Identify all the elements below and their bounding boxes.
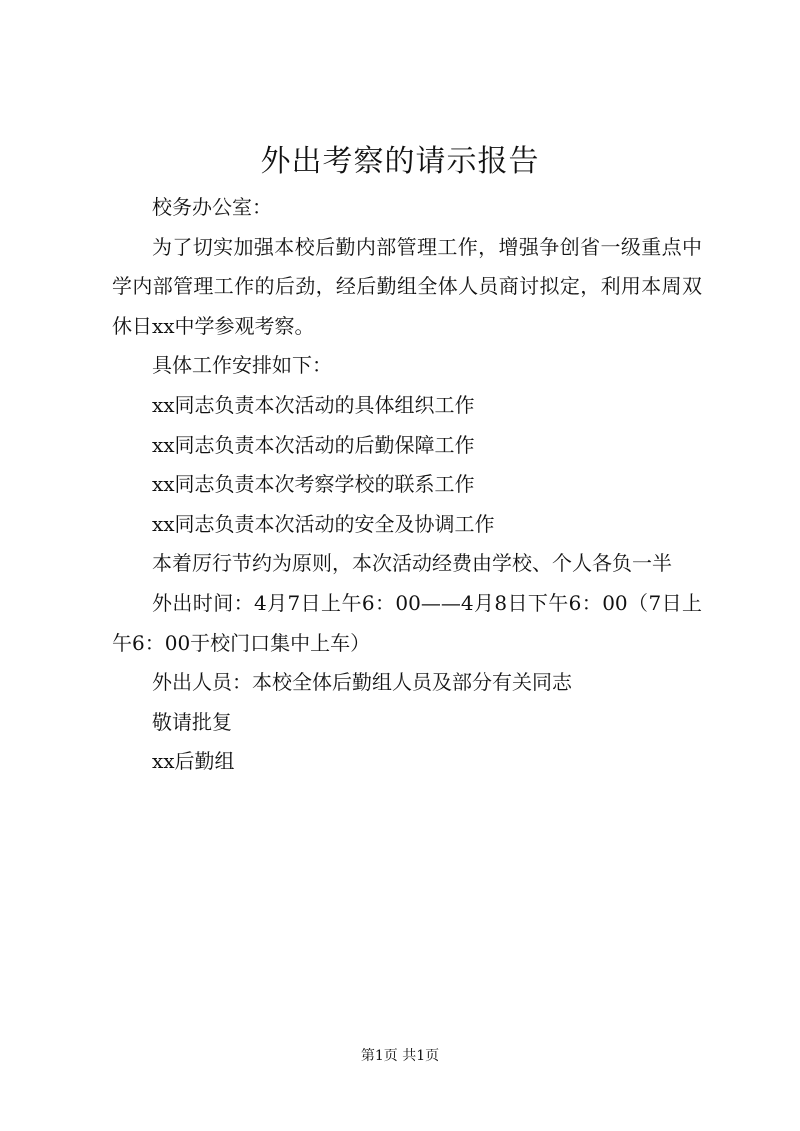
document-title: 外出考察的请示报告 bbox=[260, 144, 540, 179]
task-item: xx同志负责本次活动的安全及协调工作 bbox=[152, 511, 495, 536]
document-body bbox=[112, 188, 702, 782]
funding-paragraph: 本着厉行节约为原则，本次活动经费由学校、个人各负一半 bbox=[152, 551, 672, 576]
arrangement-heading: 具体工作安排如下： bbox=[152, 353, 332, 378]
participants-paragraph: 外出人员：本校全体后勤组人员及部分有关同志 bbox=[152, 670, 572, 695]
schedule-paragraph: 外出时间：4月7日上午6：00——4月8日下午6：00（7日上午6：00于校门口集中上车） bbox=[112, 590, 702, 655]
signature-line: xx后勤组 bbox=[152, 749, 235, 774]
purpose-paragraph: 为了切实加强本校后勤内部管理工作，增强争创省一级重点中学内部管理工作的后劲，经后勤组全体人员商讨拟定，利用本周双休日xx中学参观考察。 bbox=[112, 234, 702, 338]
task-item: xx同志负责本次考察学校的联系工作 bbox=[152, 472, 475, 497]
task-item: xx同志负责本次活动的后勤保障工作 bbox=[152, 432, 475, 457]
page-footer: 第1页 共1页 bbox=[360, 1048, 440, 1064]
request-approval-line: 敬请批复 bbox=[152, 709, 232, 734]
addressee-line: 校务办公室： bbox=[152, 195, 272, 219]
task-item: xx同志负责本次活动的具体组织工作 bbox=[152, 392, 475, 417]
